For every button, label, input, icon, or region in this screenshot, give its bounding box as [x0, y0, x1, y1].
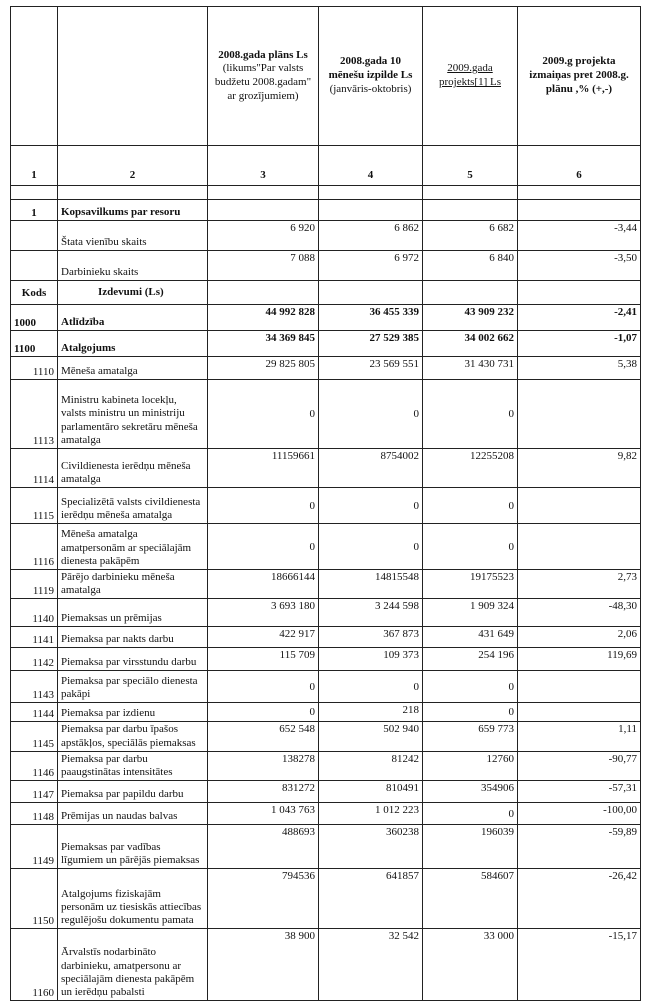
- staff-name: Štata vienību skaits: [58, 221, 208, 251]
- row-plan-2008: 34 369 845: [208, 331, 319, 357]
- header-exec-subtitle: (janvāris-oktobris): [329, 82, 412, 95]
- row-proj-2009: 354906: [423, 781, 518, 803]
- row-exec-2008: 1 012 223: [319, 803, 423, 825]
- row-code: 1146: [11, 751, 58, 780]
- row-code: 1140: [11, 599, 58, 627]
- row-code: 1000: [11, 305, 58, 331]
- row-proj-2009: 196039: [423, 825, 518, 869]
- row-change-pct: -1,07: [518, 331, 641, 357]
- table-row: [11, 627, 641, 648]
- row-code: 1149: [11, 825, 58, 869]
- row-code: 1115: [11, 488, 58, 524]
- row-code: 1143: [11, 671, 58, 703]
- row-proj-2009: 659 773: [423, 722, 518, 751]
- table-row: [11, 599, 641, 627]
- row-name: Atalgojums fiziskajām personām uz tiesiskās attiecības regulējošu dokumentu pamata: [58, 869, 208, 929]
- row-change-pct: 2,06: [518, 627, 641, 648]
- staff-proj: 6 682: [423, 221, 518, 251]
- row-change-pct: -15,17: [518, 929, 641, 1001]
- row-proj-2009: 0: [423, 803, 518, 825]
- table-row: [11, 825, 641, 869]
- row-plan-2008: 0: [208, 671, 319, 703]
- row-code: 1119: [11, 570, 58, 599]
- row-code: 1114: [11, 449, 58, 488]
- row-change-pct: [518, 380, 641, 449]
- section-title: Kopsavilkums par resoru: [58, 200, 208, 221]
- row-proj-2009: 0: [423, 380, 518, 449]
- row-code: 1110: [11, 357, 58, 380]
- table-row: [11, 703, 641, 722]
- staff-change: -3,44: [518, 221, 641, 251]
- budget-table: [10, 6, 641, 1001]
- row-name: Pārējo darbinieku mēneša amatalga: [58, 570, 208, 599]
- row-code: 1142: [11, 648, 58, 671]
- row-change-pct: -59,89: [518, 825, 641, 869]
- row-proj-2009: 0: [423, 671, 518, 703]
- staff-exec: 6 972: [319, 251, 423, 281]
- table-row: [11, 570, 641, 599]
- row-change-pct: 119,69: [518, 648, 641, 671]
- row-plan-2008: 422 917: [208, 627, 319, 648]
- table-row: [11, 331, 641, 357]
- column-number: 2: [58, 146, 208, 186]
- row-plan-2008: 29 825 805: [208, 357, 319, 380]
- row-change-pct: -48,30: [518, 599, 641, 627]
- table-row: [11, 869, 641, 929]
- staff-section: [11, 221, 641, 281]
- row-name: Piemaksas par vadības līgumiem un pārējās piemaksas: [58, 825, 208, 869]
- header-plan-2008: [208, 7, 319, 146]
- staff-row: [11, 221, 641, 251]
- header-plan-title: 2008.gada plāns Ls: [218, 48, 308, 61]
- row-proj-2009: 43 909 232: [423, 305, 518, 331]
- section-code: 1: [11, 200, 58, 221]
- row-code: 1141: [11, 627, 58, 648]
- table-row: [11, 751, 641, 780]
- table-row: [11, 803, 641, 825]
- row-exec-2008: 360238: [319, 825, 423, 869]
- row-proj-2009: 0: [423, 703, 518, 722]
- header-plan-subtitle: (likums"Par valsts budžetu 2008.gadam" ar grozījumiem): [214, 62, 312, 102]
- staff-code: [11, 251, 58, 281]
- row-name: Mēneša amatalga amatpersonām ar speciālajām dienesta pakāpēm: [58, 524, 208, 570]
- row-code: 1160: [11, 929, 58, 1001]
- row-exec-2008: 0: [319, 671, 423, 703]
- row-name: Atlīdzība: [58, 305, 208, 331]
- row-name: Piemaksas un prēmijas: [58, 599, 208, 627]
- row-proj-2009: 1 909 324: [423, 599, 518, 627]
- row-code: 1148: [11, 803, 58, 825]
- staff-exec: 6 862: [319, 221, 423, 251]
- row-name: Prēmijas un naudas balvas: [58, 803, 208, 825]
- table-row: [11, 722, 641, 751]
- row-name: Atalgojums: [58, 331, 208, 357]
- row-exec-2008: 367 873: [319, 627, 423, 648]
- row-plan-2008: 488693: [208, 825, 319, 869]
- row-exec-2008: 27 529 385: [319, 331, 423, 357]
- row-plan-2008: 0: [208, 488, 319, 524]
- row-proj-2009: 0: [423, 488, 518, 524]
- header-row: [11, 7, 641, 146]
- row-code: 1145: [11, 722, 58, 751]
- column-number-row: [11, 146, 641, 186]
- table-row: [11, 449, 641, 488]
- header-cell-code: [11, 7, 58, 146]
- row-plan-2008: 115 709: [208, 648, 319, 671]
- row-exec-2008: 0: [319, 524, 423, 570]
- row-change-pct: [518, 671, 641, 703]
- row-name: Piemaksa par darbu īpašos apstākļos, speciālās piemaksas: [58, 722, 208, 751]
- row-code: 1150: [11, 869, 58, 929]
- table-row: [11, 357, 641, 380]
- row-plan-2008: 11159661: [208, 449, 319, 488]
- row-plan-2008: 652 548: [208, 722, 319, 751]
- staff-row: [11, 251, 641, 281]
- row-exec-2008: 8754002: [319, 449, 423, 488]
- row-plan-2008: 0: [208, 380, 319, 449]
- row-name: Specializētā valsts civildienesta ierēdņu mēneša amatalga: [58, 488, 208, 524]
- staff-plan: 6 920: [208, 221, 319, 251]
- row-plan-2008: 18666144: [208, 570, 319, 599]
- header-proj-2009[interactable]: [423, 7, 518, 146]
- column-number: 3: [208, 146, 319, 186]
- row-exec-2008: 810491: [319, 781, 423, 803]
- row-proj-2009: 12760: [423, 751, 518, 780]
- row-code: 1147: [11, 781, 58, 803]
- expense-rows: [11, 305, 641, 1001]
- header-change: 2009.g projekta izmaiņas pret 2008.g. plānu ,% (+,-): [518, 7, 641, 146]
- table-row: [11, 648, 641, 671]
- row-proj-2009: 33 000: [423, 929, 518, 1001]
- staff-plan: 7 088: [208, 251, 319, 281]
- staff-change: -3,50: [518, 251, 641, 281]
- row-plan-2008: 831272: [208, 781, 319, 803]
- row-proj-2009: 584607: [423, 869, 518, 929]
- row-change-pct: 2,73: [518, 570, 641, 599]
- row-plan-2008: 38 900: [208, 929, 319, 1001]
- row-change-pct: -90,77: [518, 751, 641, 780]
- row-name: Piemaksa par papildu darbu: [58, 781, 208, 803]
- staff-code: [11, 221, 58, 251]
- row-change-pct: [518, 703, 641, 722]
- row-name: Piemaksa par nakts darbu: [58, 627, 208, 648]
- row-change-pct: [518, 524, 641, 570]
- spacer-row: [11, 186, 641, 200]
- header-exec-2008: [319, 7, 423, 146]
- row-proj-2009: 0: [423, 524, 518, 570]
- row-proj-2009: 12255208: [423, 449, 518, 488]
- column-number: 1: [11, 146, 58, 186]
- row-name: Piemaksa par darbu paaugstinātas intensitātes: [58, 751, 208, 780]
- row-exec-2008: 23 569 551: [319, 357, 423, 380]
- row-exec-2008: 14815548: [319, 570, 423, 599]
- row-name: Mēneša amatalga: [58, 357, 208, 380]
- table-row: [11, 380, 641, 449]
- row-proj-2009: 34 002 662: [423, 331, 518, 357]
- row-code: 1100: [11, 331, 58, 357]
- row-exec-2008: 502 940: [319, 722, 423, 751]
- row-exec-2008: 32 542: [319, 929, 423, 1001]
- row-change-pct: 9,82: [518, 449, 641, 488]
- expense-title: Izdevumi (Ls): [58, 281, 208, 305]
- row-code: 1144: [11, 703, 58, 722]
- row-exec-2008: 218: [319, 703, 423, 722]
- row-plan-2008: 0: [208, 524, 319, 570]
- row-change-pct: -100,00: [518, 803, 641, 825]
- column-number: 6: [518, 146, 641, 186]
- row-change-pct: -57,31: [518, 781, 641, 803]
- row-name: Ministru kabineta locekļu, valsts ministru un ministriju parlamentāro sekretāru mēneša amatalga: [58, 380, 208, 449]
- row-change-pct: -2,41: [518, 305, 641, 331]
- table-row: [11, 929, 641, 1001]
- row-plan-2008: 1 043 763: [208, 803, 319, 825]
- row-plan-2008: 138278: [208, 751, 319, 780]
- row-code: 1116: [11, 524, 58, 570]
- row-change-pct: 1,11: [518, 722, 641, 751]
- table-row: [11, 781, 641, 803]
- table-row: [11, 305, 641, 331]
- row-exec-2008: 641857: [319, 869, 423, 929]
- row-exec-2008: 36 455 339: [319, 305, 423, 331]
- row-change-pct: [518, 488, 641, 524]
- header-cell-name: [58, 7, 208, 146]
- row-plan-2008: 794536: [208, 869, 319, 929]
- row-plan-2008: 44 992 828: [208, 305, 319, 331]
- row-proj-2009: 254 196: [423, 648, 518, 671]
- row-proj-2009: 431 649: [423, 627, 518, 648]
- row-proj-2009: 19175523: [423, 570, 518, 599]
- row-exec-2008: 81242: [319, 751, 423, 780]
- row-exec-2008: 0: [319, 380, 423, 449]
- row-name: Piemaksa par virsstundu darbu: [58, 648, 208, 671]
- section-row: [11, 200, 641, 221]
- table-row: [11, 488, 641, 524]
- column-number: 5: [423, 146, 518, 186]
- expense-header-row: [11, 281, 641, 305]
- row-exec-2008: 0: [319, 488, 423, 524]
- row-plan-2008: 3 693 180: [208, 599, 319, 627]
- row-name: Piemaksa par speciālo dienesta pakāpi: [58, 671, 208, 703]
- row-plan-2008: 0: [208, 703, 319, 722]
- row-code: 1113: [11, 380, 58, 449]
- column-number: 4: [319, 146, 423, 186]
- table-row: [11, 524, 641, 570]
- row-name: Civildienesta ierēdņu mēneša amatalga: [58, 449, 208, 488]
- row-name: Piemaksa par izdienu: [58, 703, 208, 722]
- row-change-pct: -26,42: [518, 869, 641, 929]
- row-exec-2008: 109 373: [319, 648, 423, 671]
- header-proj-link[interactable]: 2009.gada projekts[1] Ls: [438, 62, 501, 88]
- staff-proj: 6 840: [423, 251, 518, 281]
- row-proj-2009: 31 430 731: [423, 357, 518, 380]
- table-row: [11, 671, 641, 703]
- row-exec-2008: 3 244 598: [319, 599, 423, 627]
- row-change-pct: 5,38: [518, 357, 641, 380]
- expense-code-label: Kods: [11, 281, 58, 305]
- header-exec-title: 2008.gada 10 mēnešu izpilde Ls: [328, 55, 413, 82]
- row-name: Ārvalstīs nodarbināto darbinieku, amatpersonu ar speciālajām dienesta pakāpēm un ierēdņu pabalsti: [58, 929, 208, 1001]
- staff-name: Darbinieku skaits: [58, 251, 208, 281]
